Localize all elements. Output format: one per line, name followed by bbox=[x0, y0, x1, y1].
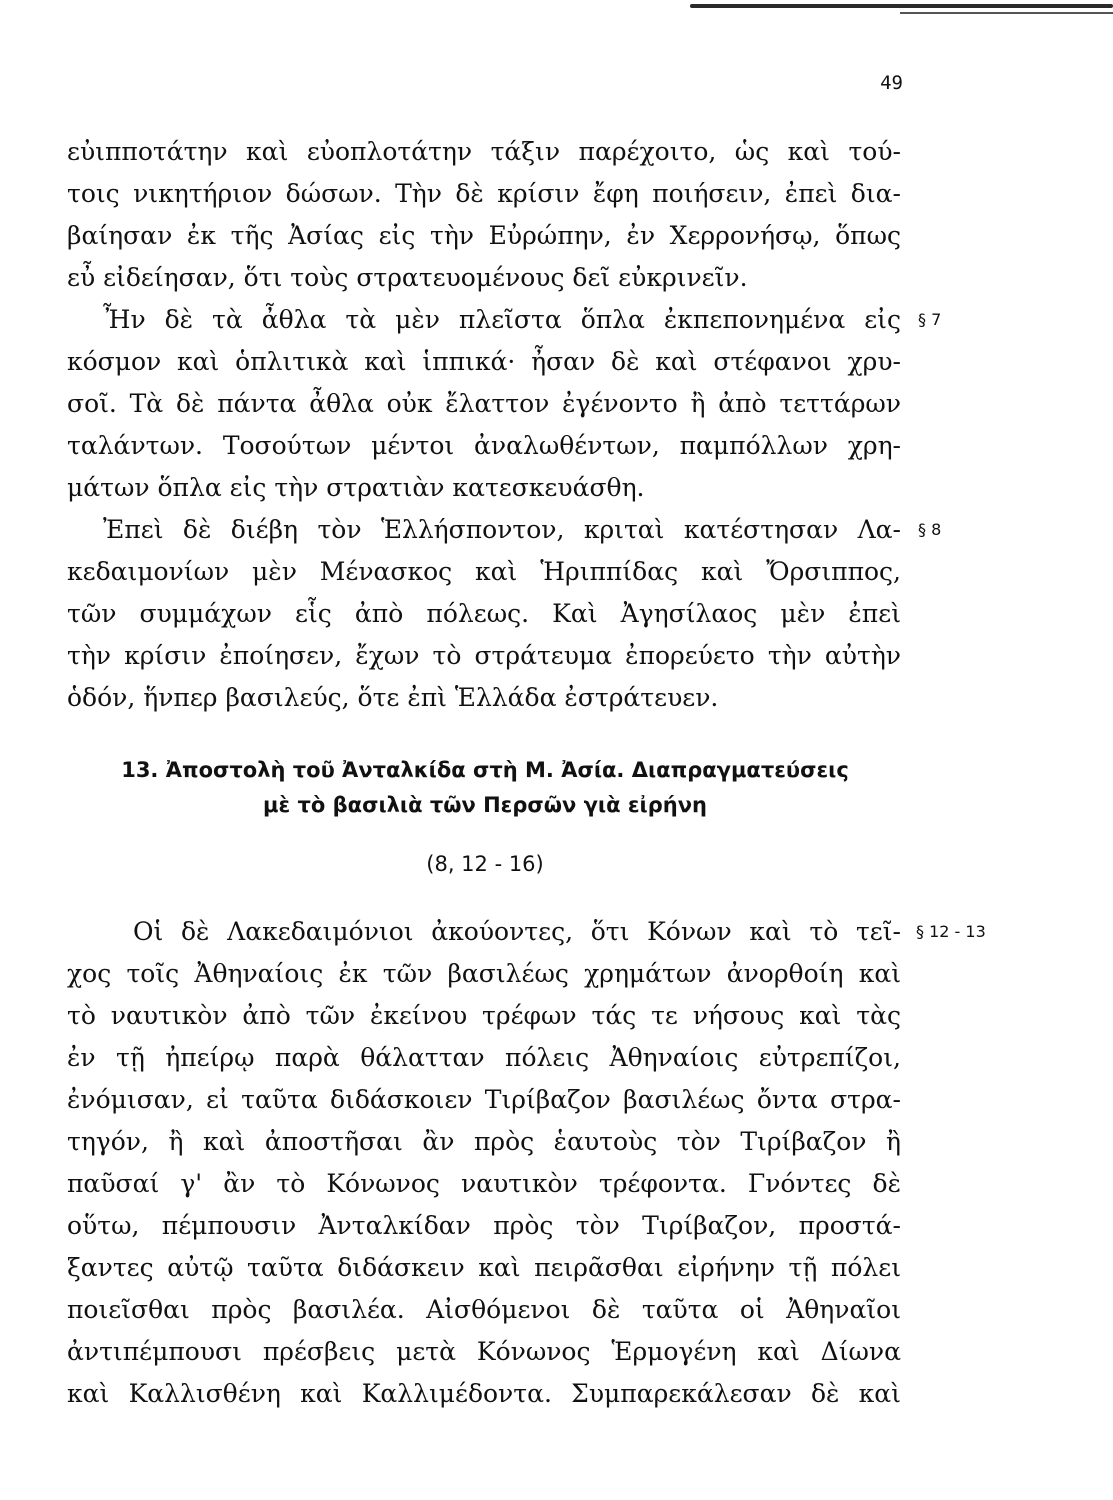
margin-section-12-13: § 12 - 13 bbox=[916, 922, 986, 941]
text-line: χος τοῖς Ἀθηναίοις ἐκ τῶν βασιλέως χρημάτων ἀνορθοίη καὶ bbox=[67, 959, 901, 988]
text-line: τῶν συμμάχων εἷς ἀπὸ πόλεως. Καὶ Ἀγησίλαος μὲν ἐπεὶ bbox=[67, 599, 901, 628]
text-line: κόσμον καὶ ὁπλιτικὰ καὶ ἱππικά· ἦσαν δὲ καὶ στέφανοι χρυ- bbox=[67, 347, 901, 376]
text-line: παῦσαί γ' ἂν τὸ Κόνωνος ναυτικὸν τρέφοντα. Γνόντες δὲ bbox=[67, 1169, 901, 1198]
paragraph-first-line: Οἱ δὲ Λακεδαιμόνιοι ἀκούοντες, ὅτι Κόνων καὶ τὸ τεῖ- bbox=[133, 917, 901, 946]
text-line: τηγόν, ἢ καὶ ἀποστῆσαι ἂν πρὸς ἑαυτοὺς τὸν Τιρίβαζον ἢ bbox=[67, 1127, 901, 1156]
text-line: κεδαιμονίων μὲν Μένασκος καὶ Ἡριππίδας καὶ Ὄρσιππος, bbox=[67, 557, 901, 586]
text-line: ταλάντων. Τοσούτων μέντοι ἀναλωθέντων, παμπόλλων χρη- bbox=[67, 431, 901, 460]
paragraph-first-line: Ἦν δὲ τὰ ἆθλα τὰ μὲν πλεῖστα ὅπλα ἐκπεπονημένα εἰς bbox=[103, 305, 901, 334]
source-reference: (8, 12 - 16) bbox=[426, 852, 544, 876]
text-line: εὖ εἰδείησαν, ὅτι τοὺς στρατευομένους δεῖ εὐκρινεῖν. bbox=[67, 263, 748, 292]
text-line: ποιεῖσθαι πρὸς βασιλέα. Αἰσθόμενοι δὲ ταῦτα οἱ Ἀθηναῖοι bbox=[67, 1295, 901, 1324]
text-line: ἐν τῇ ἠπείρῳ παρὰ θάλατταν πόλεις Ἀθηναίοις εὐτρεπίζοι, bbox=[67, 1043, 901, 1072]
text-line: οὕτω, πέμπουσιν Ἀνταλκίδαν πρὸς τὸν Τιρίβαζον, προστά- bbox=[67, 1211, 901, 1240]
paragraph-first-line: Ἐπεὶ δὲ διέβη τὸν Ἑλλήσποντον, κριταὶ κατέστησαν Λα- bbox=[103, 515, 901, 544]
text-line: εὐιπποτάτην καὶ εὐοπλοτάτην τάξιν παρέχοιτο, ὡς καὶ τού- bbox=[67, 137, 901, 166]
text-line: ὁδόν, ἥνπερ βασιλεύς, ὅτε ἐπὶ Ἑλλάδα ἐστράτευεν. bbox=[67, 683, 719, 712]
text-line: τοις νικητήριον δώσων. Τὴν δὲ κρίσιν ἔφη ποιήσειν, ἐπεὶ δια- bbox=[67, 179, 901, 208]
section-heading: 13. Ἀποστολὴ τοῦ Ἀνταλκίδα στὴ Μ. Ἀσία. Διαπραγματεύσεις bbox=[121, 758, 849, 782]
text-line: σοῖ. Τὰ δὲ πάντα ἆθλα οὐκ ἔλαττον ἐγένοντο ἢ ἀπὸ τεττάρων bbox=[67, 389, 901, 418]
text-line: τὴν κρίσιν ἐποίησεν, ἔχων τὸ στράτευμα ἐπορεύετο τὴν αὐτὴν bbox=[67, 641, 901, 670]
text-line: βαίησαν ἐκ τῆς Ἀσίας εἰς τὴν Εὐρώπην, ἐν Χερρονήσῳ, ὅπως bbox=[67, 221, 901, 250]
text-line: ἀντιπέμπουσι πρέσβεις μετὰ Κόνωνος Ἑρμογένη καὶ Δίωνα bbox=[67, 1337, 901, 1366]
page-number: 49 bbox=[880, 72, 903, 94]
text-line: ξαντες αὐτῷ ταῦτα διδάσκειν καὶ πειρᾶσθαι εἰρήνην τῇ πόλει bbox=[67, 1253, 901, 1282]
scan-edge-rule-secondary bbox=[900, 12, 1113, 14]
section-heading-continued: μὲ τὸ βασιλιὰ τῶν Περσῶν γιὰ εἰρήνη bbox=[263, 793, 707, 817]
text-line: τὸ ναυτικὸν ἀπὸ τῶν ἐκείνου τρέφων τάς τε νήσους καὶ τὰς bbox=[67, 1001, 901, 1030]
scan-edge-rule bbox=[690, 4, 1113, 8]
text-line: καὶ Καλλισθένη καὶ Καλλιμέδοντα. Συμπαρεκάλεσαν δὲ καὶ bbox=[67, 1379, 901, 1408]
text-line: μάτων ὅπλα εἰς τὴν στρατιὰν κατεσκευάσθη. bbox=[67, 473, 645, 502]
margin-section-8: § 8 bbox=[918, 520, 942, 539]
margin-section-7: § 7 bbox=[918, 310, 942, 329]
text-line: ἐνόμισαν, εἰ ταῦτα διδάσκοιεν Τιρίβαζον βασιλέως ὄντα στρα- bbox=[67, 1085, 901, 1114]
